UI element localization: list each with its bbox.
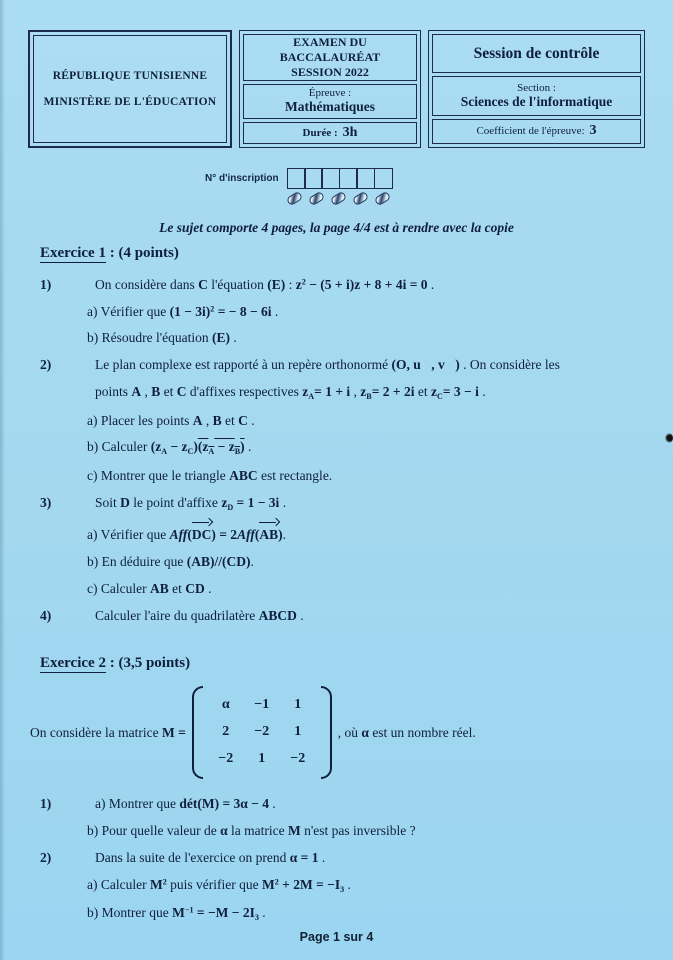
question-text: Le plan complexe est rapporté à un repère orthonormé (O, u⃗, v⃗) . On considère les [95,357,560,373]
inscription-cells [287,168,393,189]
exercise2-points: : (3,5 points) [105,655,191,672]
question-row [40,276,649,294]
question-row [40,303,649,321]
session-box [432,34,641,73]
staple-mark-icon [330,191,347,207]
question-row [40,876,649,896]
matrix-M [192,686,332,779]
inscription-cell [304,168,323,189]
question-row [40,849,649,867]
matrix-cell: 1 [258,751,266,767]
section-box [432,76,641,115]
staple-mark-icon [374,191,391,207]
matrix-cell: 2 [222,724,230,740]
exam-title-line1: EXAMEN DU BACCALAURÉAT [279,35,381,64]
header-right-column [428,30,645,148]
question-text: a) Placer les points A , B et C . [87,412,255,428]
question-row [40,467,649,485]
question-text: points A , B et C d'affixes respectives $z_A= 1 + i$ , $z_B= 2 + 2i$ et $z_C= 3 - i$ . [95,384,486,401]
inscription-cell [321,168,340,189]
epreuve-box [243,84,417,119]
exam-title-line2: SESSION 2022 [291,65,369,79]
question-row [40,494,649,514]
matrix-cell: 1 [294,697,302,713]
matrix-statement [30,686,649,779]
question-number: 4) [40,607,52,623]
question-text: b) Calculer $(z_A - z_C)(z_A - z_B)$ . [87,439,252,457]
question-text: On considère dans C l'équation (E) : $z^2 - (5 + i)z + 8 + 4i = 0$ . [95,276,435,292]
inscription-cell [339,168,358,189]
republic-label: RÉPUBLIQUE TUNISIENNE [52,70,208,82]
question-text: Soit D le point d'affixe $z_D = 1 - 3i$ . [95,494,287,512]
epreuve-label: Épreuve : [308,87,352,100]
question-number: 1) [40,796,52,812]
question-text: a) Calculer $M^2$ puis vérifier que $M^2 + 2M = -I_3$ . [87,876,351,894]
section-label: Section : [517,82,556,95]
question-text: Dans la suite de l'exercice on prend α = 1 . [95,849,326,865]
scan-artifact-dot [665,433,673,443]
coefficient-label: Coefficient de l'épreuve: [476,125,585,138]
question-text: Calculer l'aire du quadrilatère ABCD . [95,607,304,623]
exercise1-heading [40,244,649,264]
question-row [40,522,649,544]
inscription-label: N° d'inscription [205,173,279,184]
duree-value: 3h [342,124,358,140]
session-label: Session de contrôle [473,44,600,62]
staple-mark-icon [352,191,369,207]
matrix-pre-text: On considère la matrice M = [30,724,186,740]
coefficient-box [432,119,641,144]
question-number: 2) [40,357,52,373]
question-text: a) Vérifier que Aff(DC) = 2Aff(AB). [87,527,286,543]
question-number: 3) [40,494,52,510]
scan-edge-shadow [0,0,5,960]
question-text: a) Montrer que dét(M) = 3α − 4 . [95,796,276,812]
question-row [40,822,649,840]
matrix-cell: −2 [218,751,234,767]
exercise2-heading [40,654,649,674]
inscription-cell [287,168,306,189]
question-row [40,356,649,374]
question-row [40,329,649,347]
header-left-box [28,30,232,148]
duree-label: Durée : [302,126,338,139]
question-text: c) Montrer que le triangle ABC est rectangle. [87,467,333,483]
question-text: b) En déduire que (AB)//(CD). [87,553,254,569]
exam-header [28,30,645,148]
inscription-cell [374,168,393,189]
matrix-cell: α [221,697,230,713]
left-parenthesis [192,686,203,779]
ministry-label: MINISTÈRE DE L'ÉDUCATION [43,96,217,108]
question-text: c) Calculer AB et CD . [87,580,212,596]
question-row [40,553,649,571]
question-row [40,607,649,625]
subject-notice: Le sujet comporte 4 pages, la page 4/4 est à rendre avec la copie [159,220,514,235]
matrix-cell: 1 [294,724,302,740]
question-row [40,383,649,403]
exam-content [30,244,649,933]
matrix-cell: −1 [254,697,270,713]
decorative-marks [287,194,390,203]
question-row [40,795,649,813]
header-middle-column [239,30,421,148]
exercise2-title: Exercice 2 [40,655,106,672]
question-text: b) Pour quelle valeur de α la matrice M n'est pas inversible ? [87,823,416,839]
question-number: 1) [40,276,52,292]
question-row [40,580,649,598]
exam-title-box [243,34,417,81]
duree-box [243,122,417,144]
matrix-grid [208,686,316,779]
question-row [40,438,649,458]
inscription-row [205,168,393,189]
page-number: Page 1 sur 4 [299,930,374,944]
coefficient-value: 3 [589,123,597,139]
question-row [40,412,649,430]
matrix-post-text: , où α est un nombre réel. [337,724,476,740]
inscription-cell [356,168,375,189]
question-text: b) Résoudre l'équation (E) . [87,330,237,346]
question-text: a) Vérifier que $(1 - 3i)^2$ = − 8 − 6i . [87,303,279,319]
matrix-cell: −2 [290,751,306,767]
question-text: b) Montrer que $M^{-1} = -M - 2I_3$ . [87,905,266,922]
epreuve-value: Mathématiques [285,99,375,115]
right-parenthesis [321,686,332,779]
question-number: 2) [40,849,52,865]
question-row [40,904,649,924]
matrix-cell: −2 [254,724,270,740]
section-value: Sciences de l'informatique [460,94,613,110]
staple-mark-icon [286,191,303,207]
exercise1-title: Exercice 1 [40,245,106,261]
staple-mark-icon [308,191,325,207]
exercise1-points: : (4 points) [105,245,179,261]
